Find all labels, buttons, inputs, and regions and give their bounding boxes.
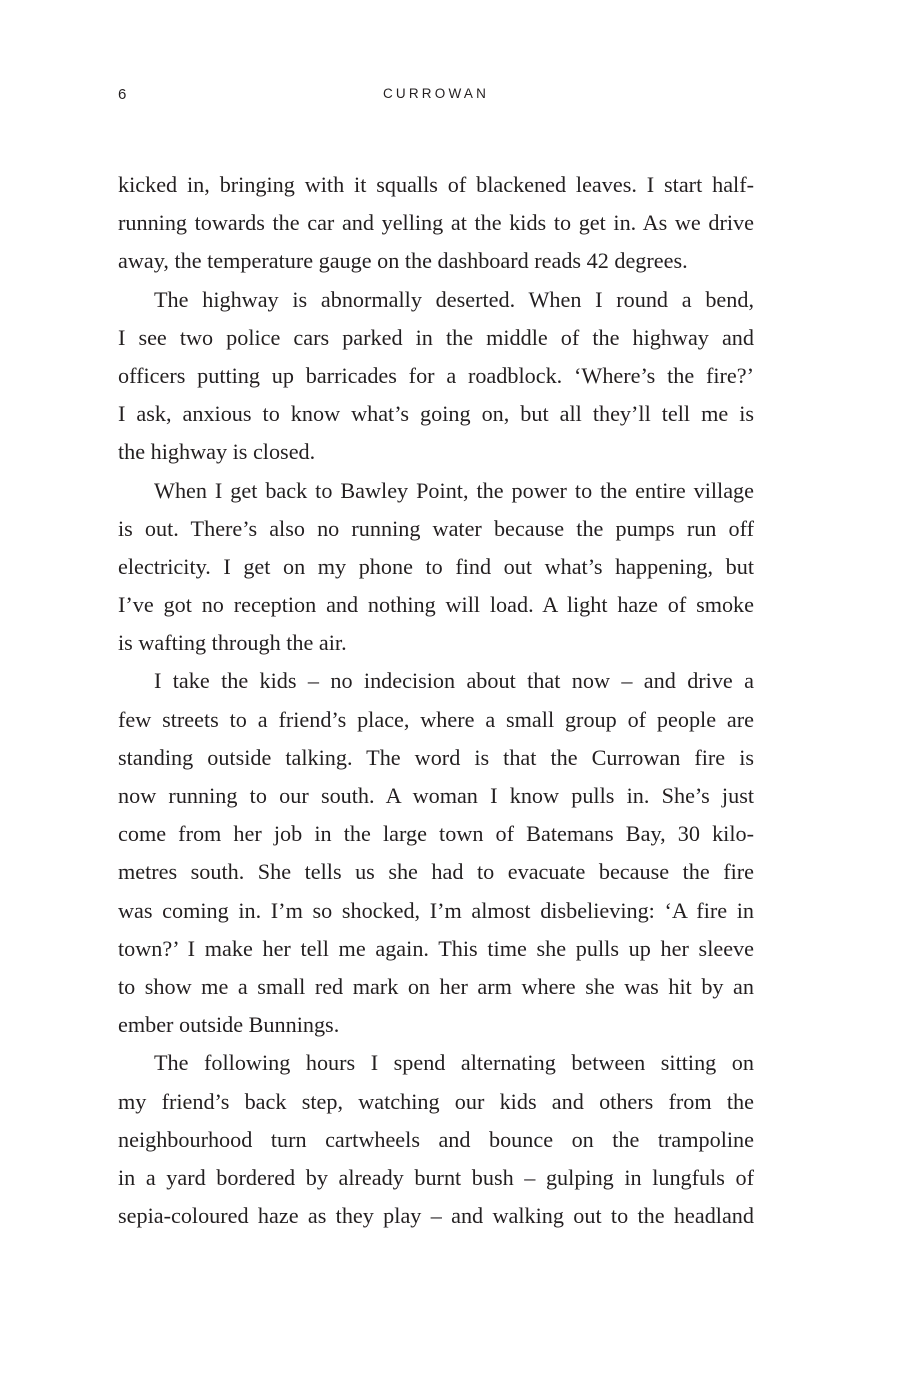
text-line: is wafting through the air. [118, 630, 347, 656]
text-line: sepia-coloured haze as they play – and walking out to the headland [118, 1203, 754, 1229]
paragraph [118, 285, 754, 476]
page-number: 6 [118, 86, 127, 103]
text-line: When I get back to Bawley Point, the power to the entire village [154, 477, 754, 503]
text-line: ember outside Bunnings. [118, 1012, 340, 1038]
text-line: the highway is closed. [118, 439, 316, 465]
text-line: officers putting up barricades for a roadblock. ‘Where’s the fire?’ [118, 362, 754, 388]
body-text [118, 170, 754, 1239]
text-line: electricity. I get on my phone to find out what’s happening, but [118, 553, 754, 579]
text-line: The following hours I spend alternating between sitting on [154, 1050, 754, 1076]
text-line: I see two police cars parked in the middle of the highway and [118, 324, 754, 350]
paragraph [118, 170, 754, 285]
running-head [118, 86, 754, 106]
text-line: was coming in. I’m so shocked, I’m almost disbelieving: ‘A fire in [118, 897, 754, 923]
text-line: town?’ I make her tell me again. This time she pulls up her sleeve [118, 935, 754, 961]
text-line: kicked in, bringing with it squalls of blackened leaves. I start half- [118, 172, 754, 197]
text-line: my friend’s back step, watching our kids and others from the [118, 1088, 754, 1114]
text-line: is out. There’s also no running water because the pumps run off [118, 515, 754, 541]
text-line: I ask, anxious to know what’s going on, but all they’ll tell me is [118, 401, 754, 427]
paragraph [118, 1048, 754, 1239]
running-title: CURROWAN [382, 86, 490, 101]
text-line: now running to our south. A woman I know pulls in. She’s just [118, 783, 754, 808]
text-line: neighbourhood turn cartwheels and bounce on the trampoline [118, 1126, 754, 1152]
paragraph [118, 666, 754, 1048]
text-line: running towards the car and yelling at the kids to get in. As we drive [118, 210, 754, 236]
text-line: come from her job in the large town of Batemans Bay, 30 kilo- [118, 821, 754, 847]
text-line: few streets to a friend’s place, where a small group of people are [118, 706, 754, 732]
text-line: away, the temperature gauge on the dashboard reads 42 degrees. [118, 248, 688, 274]
text-line: to show me a small red mark on her arm where she was hit by an [118, 973, 754, 999]
paragraph [118, 476, 754, 667]
text-line: I take the kids – no indecision about that now – and drive a [154, 668, 754, 694]
text-line: standing outside talking. The word is that the Currowan fire is [118, 744, 754, 770]
text-line: The highway is abnormally deserted. When I round a bend, [154, 286, 754, 312]
text-line: metres south. She tells us she had to evacuate because the fire [118, 859, 754, 885]
text-line: in a yard bordered by already burnt bush – gulping in lungfuls of [118, 1164, 754, 1190]
text-line: I’ve got no reception and nothing will load. A light haze of smoke [118, 592, 754, 618]
